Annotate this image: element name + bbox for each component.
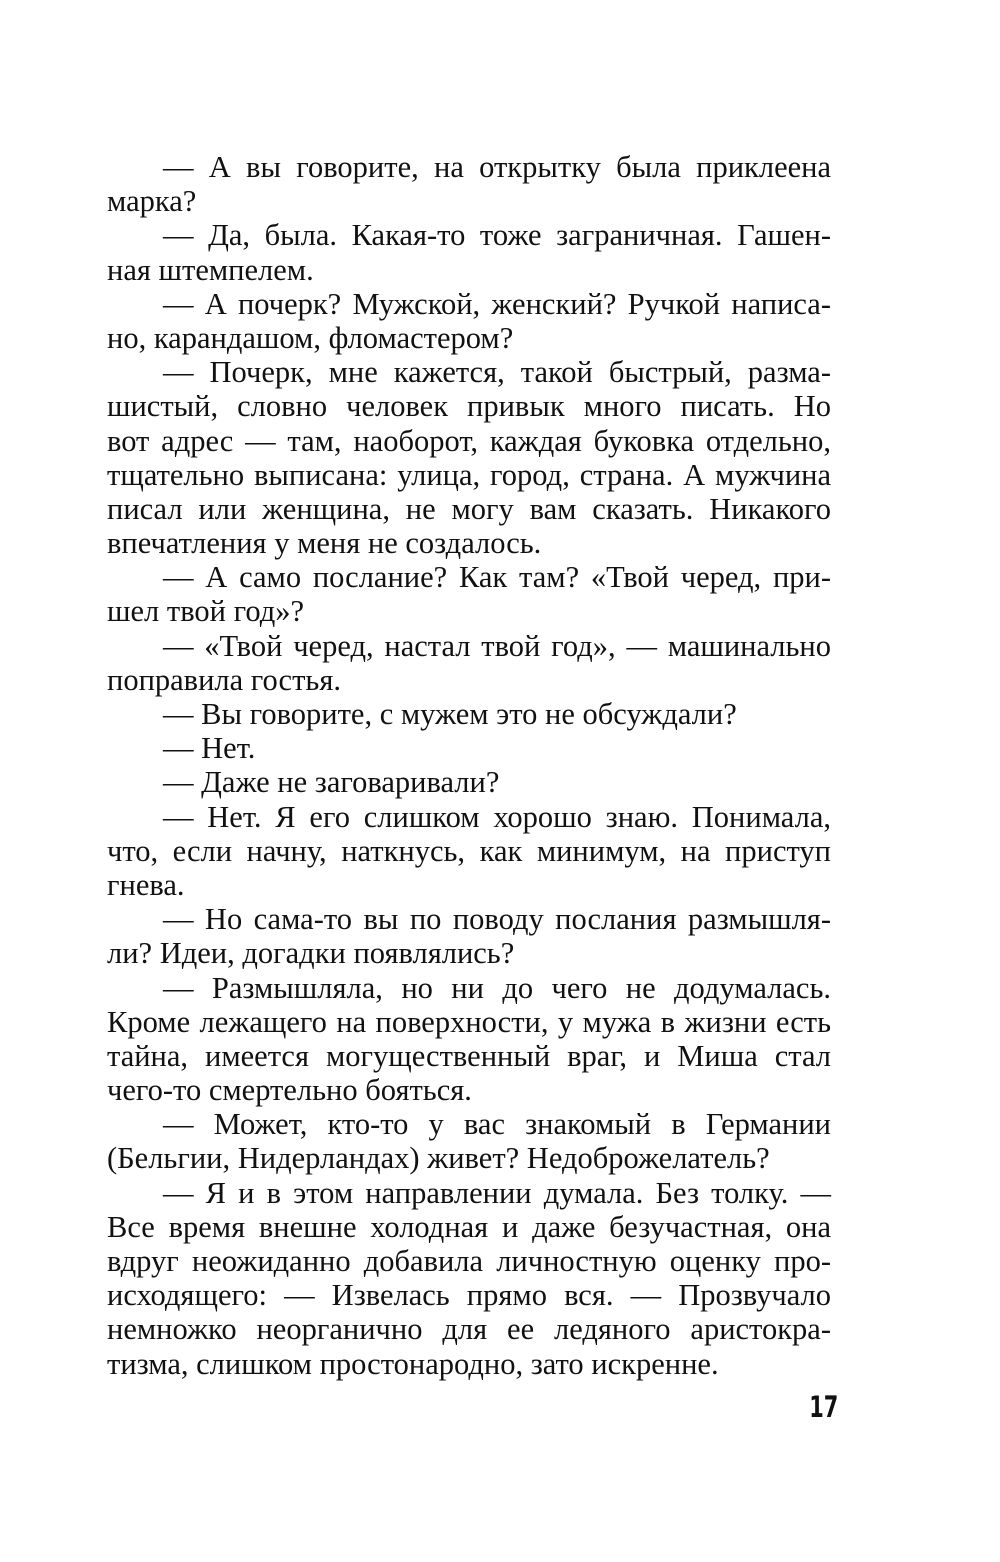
text-line: — Нет. Я его слишком хорошо знаю. Понимала, [163, 799, 831, 834]
text-line: чего-то смертельно бояться. [107, 1073, 472, 1108]
text-line: вдруг неожиданно добавила личностную оценку про- [107, 1244, 831, 1278]
text-line: — «Твой черед, настал твой год», — машинально [163, 628, 831, 663]
text-line: — Я и в этом направлении думала. Без толку. — [163, 1175, 831, 1210]
text-line: тщательно выписана: улица, город, страна. А мужчина [107, 457, 831, 492]
text-line: — Вы говорите, с мужем это не обсуждали? [163, 697, 737, 731]
text-line: (Бельгии, Нидерландах) живет? Недоброжелатель? [107, 1141, 770, 1176]
page-number: 17 [809, 1390, 839, 1424]
text-line: ли? Идеи, догадки появлялись? [107, 936, 515, 971]
text-line: марка? [107, 184, 197, 219]
text-line: что, если начну, наткнусь, как минимум, на приступ [107, 833, 831, 868]
text-line: поправила гостья. [107, 662, 341, 697]
text-line: писал или женщина, не могу вам сказать. Никакого [107, 491, 831, 526]
text-line: но, карандашом, фломастером? [107, 320, 514, 355]
text-line: — Нет. [163, 731, 256, 766]
text-line: впечатления у меня не создалось. [107, 526, 542, 561]
text-line: гнева. [107, 867, 185, 902]
text-line: — Но сама-то вы по поводу послания размышля- [163, 902, 831, 937]
text-line: — А само послание? Как там? «Твой черед, при- [163, 560, 831, 595]
text-line: — Даже не заговаривали? [163, 765, 500, 800]
text-line: — А вы говорите, на открытку была приклеена [163, 150, 831, 184]
text-line: шел твой год»? [107, 594, 305, 629]
text-line: тизма, слишком простонародно, зато искренне. [107, 1346, 719, 1381]
text-line: Все время внешне холодная и даже безучастная, она [107, 1209, 831, 1244]
text-line: — А почерк? Мужской, женский? Ручкой написа- [163, 286, 831, 321]
text-line: ная штемпелем. [107, 252, 314, 287]
text-line: — Может, кто-то у вас знакомый в Германии [163, 1107, 831, 1142]
text-line: — Почерк, мне кажется, такой быстрый, разма- [163, 355, 831, 390]
text-line: — Да, была. Какая-то тоже заграничная. Гашен- [163, 218, 831, 253]
text-line: немножко неорганично для ее ледяного аристокра- [107, 1312, 831, 1347]
text-line: вот адрес — там, наоборот, каждая буковка отдельно, [107, 423, 831, 458]
text-line: — Размышляла, но ни до чего не додумалась. [163, 970, 831, 1005]
text-line: Кроме лежащего на поверхности, у мужа в жизни есть [107, 1004, 831, 1039]
text-line: исходящего: — Извелась прямо вся. — Прозвучало [107, 1278, 831, 1313]
text-line: тайна, имеется могущественный враг, и Миша стал [107, 1038, 831, 1073]
body-text [107, 150, 831, 1381]
text-line: шистый, словно человек привык много писать. Но [107, 389, 831, 424]
